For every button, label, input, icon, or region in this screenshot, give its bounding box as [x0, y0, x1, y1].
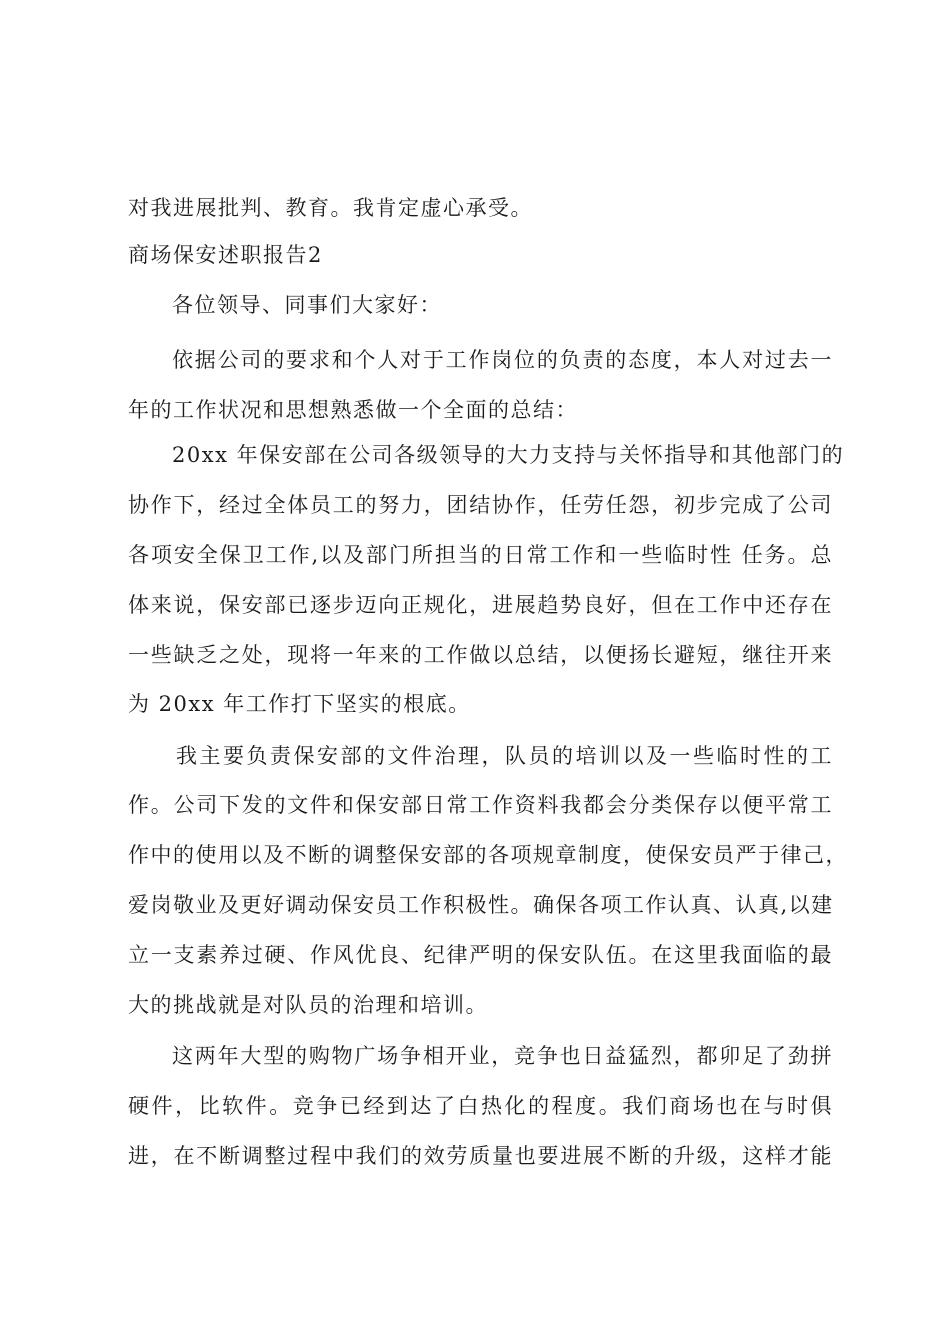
text-line: 立一支素养过硬、作风优良、纪律严明的保安队伍。在这里我面临的最 — [128, 943, 833, 967]
salutation: 各位领导、同事们大家好： — [172, 293, 442, 317]
text-line: 我主要负责保安部的文件治理，队员的培训以及一些临时性的工 — [176, 744, 833, 768]
text-line: 硬件，比软件。竞争已经到达了白热化的程度。我们商场也在与时俱 — [128, 1094, 833, 1118]
text-line: 对我进展批判、教育。我肯定虚心承受。 — [128, 196, 533, 220]
text-line: 各项安全保卫工作,以及部门所担当的日常工作和一些临时性 任务。总 — [128, 543, 833, 567]
text-line: 作中的使用以及不断的调整保安部的各项规章制度，使保安员严于律己， — [128, 843, 848, 867]
text-line: 20xx 年保安部在公司各级领导的大力支持与关怀指导和其他部门的 — [172, 443, 845, 467]
text-line: 体来说，保安部已逐步迈向正规化，进展趋势良好，但在工作中还存在 — [128, 593, 833, 617]
text-line: 依据公司的要求和个人对于工作岗位的负责的态度，本人对过去一 — [172, 348, 833, 372]
text-line: 这两年大型的购物广场争相开业，竞争也日益猛烈，都卯足了劲拼 — [172, 1044, 833, 1068]
text-line: 爱岗敬业及更好调动保安员工作积极性。确保各项工作认真、认真,以建 — [128, 893, 834, 917]
text-line: 一些缺乏之处，现将一年来的工作做以总结，以便扬长避短，继往开来 — [128, 643, 833, 667]
text-line: 年的工作状况和思想熟悉做一个全面的总结： — [128, 398, 578, 422]
text-line: 进，在不断调整过程中我们的效劳质量也要进展不断的升级，这样才能 — [128, 1144, 833, 1168]
section-heading: 商场保安述职报告2 — [128, 243, 323, 267]
text-line: 协作下，经过全体员工的努力，团结协作，任劳任怨，初步完成了公司 — [128, 493, 833, 517]
text-line: 为 20xx 年工作打下坚实的根底。 — [128, 692, 471, 716]
text-line: 作。公司下发的文件和保安部日常工作资料我都会分类保存以便平常工 — [128, 793, 833, 817]
text-line: 大的挑战就是对队员的治理和培训。 — [128, 993, 488, 1017]
